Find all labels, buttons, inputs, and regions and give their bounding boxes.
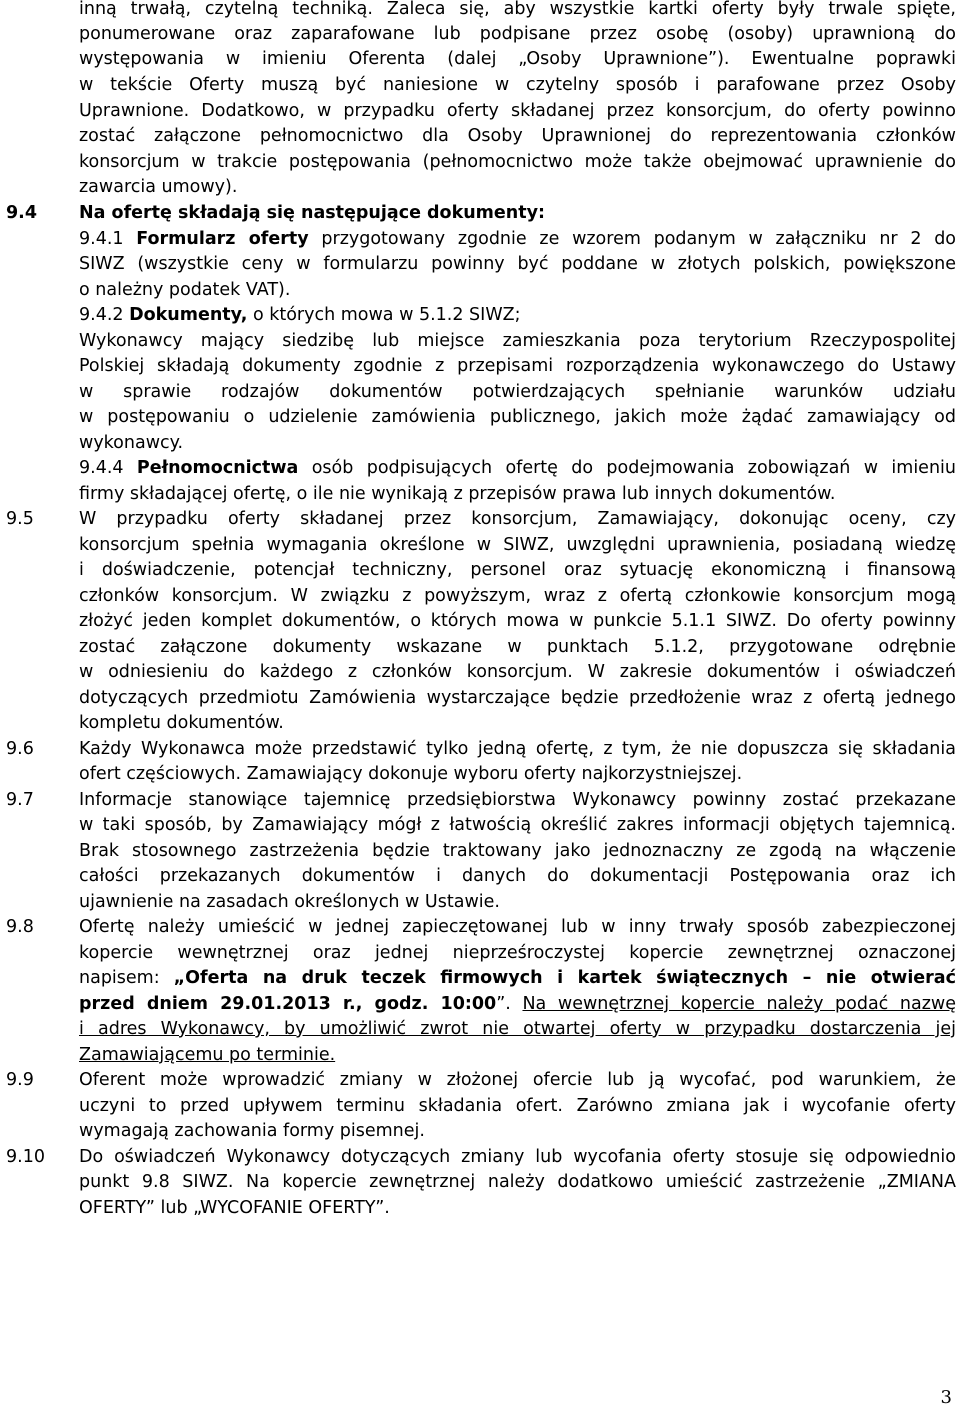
text-line: członków konsorcjum. W związku z powyższym, wraz z ofertą członkowie konsorcjum mogą <box>79 586 956 606</box>
text-line: o należny podatek VAT). <box>79 280 291 300</box>
text-line: punkt 9.8 SIWZ. Na kopercie zewnętrznej należy dodatkowo umieścić zastrzeżenie „ZMIANA <box>79 1172 956 1192</box>
text-line: występowania w imieniu Oferenta (dalej „Osoby Uprawnione”). Ewentualne poprawki <box>79 49 956 69</box>
text-line: ponumerowane oraz zaparafowane lub podpisane przez osobę (osoby) uprawnioną do <box>79 24 956 44</box>
text-line: Ofertę należy umieścić w jednej zapieczętowanej lub w inny trwały sposób zabezpieczonej <box>79 917 956 937</box>
text-line: w odniesieniu do każdego z członków konsorcjum. W zakresie dokumentów i oświadczeń <box>79 662 956 682</box>
text-line: ofert częściowych. Zamawiający dokonuje wyboru oferty najkorzystniejszej. <box>79 764 743 784</box>
text-line: całości przekazanych dokumentów i danych do dokumentacji Postępowania oraz ich <box>79 866 956 886</box>
section-number: 9.4 <box>6 203 38 223</box>
text-line: złożyć jeden komplet dokumentów, o których mowa w punkcie 5.1.1 SIWZ. Do oferty powinny <box>79 611 956 631</box>
text-line: OFERTY” lub „WYCOFANIE OFERTY”. <box>79 1198 390 1218</box>
text-line: przed dniem 29.01.2013 r., godz. 10:00”. Na wewnętrznej kopercie należy podać nazwę <box>79 994 956 1014</box>
text-line: wymagają zachowania formy pisemnej. <box>79 1121 425 1141</box>
text-line: Uprawnione. Dodatkowo, w przypadku oferty składanej przez konsorcjum, do oferty powinno <box>79 101 956 121</box>
text-line: Każdy Wykonawca może przedstawić tylko jedną ofertę, z tym, że nie dopuszcza się składania <box>79 739 956 759</box>
text-line: 9.4.4 Pełnomocnictwa osób podpisujących ofertę do podejmowania zobowiązań w imieniu <box>79 458 956 478</box>
text-line: w taki sposób, by Zamawiający mógł z łatwością określić zakres informacji objętych tajemnicą. <box>79 815 956 835</box>
text-line: napisem: „Oferta na druk teczek firmowych i kartek świątecznych – nie otwierać <box>79 968 956 988</box>
text-line: i adres Wykonawcy, by umożliwić zwrot nie otwartej oferty w przypadku dostarczenia jej <box>79 1019 956 1039</box>
text-line: 9.4.1 Formularz oferty przygotowany zgodnie ze wzorem podanym w załączniku nr 2 do <box>79 229 957 249</box>
text-line: Zamawiającemu po terminie. <box>79 1045 336 1065</box>
section-number: 9.10 <box>6 1147 45 1167</box>
text-line: Wykonawcy mający siedzibę lub miejsce zamieszkania poza terytorium Rzeczypospolitej <box>79 331 956 351</box>
text-line: uczyni to przed upływem terminu składania ofert. Zarówno zmiana jak i wycofanie oferty <box>79 1096 956 1116</box>
text-line: zostać załączone pełnomocnictwo dla Osoby Uprawnionej do reprezentowania członków <box>79 126 956 146</box>
section-number: 9.7 <box>6 790 34 810</box>
text-line: konsorcjum w trakcie postępowania (pełnomocnictwo może także obejmować uprawnienie do <box>79 152 956 172</box>
section-heading: Na ofertę składają się następujące dokumenty: <box>79 203 546 223</box>
text-line: w sprawie rodzajów dokumentów potwierdzających spełnianie warunków udziału <box>79 382 956 402</box>
text-line: SIWZ (wszystkie ceny w formularzu powinny być poddane w złotych polskich, powiększone <box>79 254 956 274</box>
section-number: 9.6 <box>6 739 34 759</box>
text-line: kopercie wewnętrznej oraz jednej nieprześroczystej kopercie zewnętrznej oznaczonej <box>79 943 956 963</box>
text-line: konsorcjum spełnia wymagania określone w SIWZ, uwzględni uprawnienia, posiadaną wiedzę <box>79 535 956 555</box>
text-line: Informacje stanowiące tajemnicę przedsiębiorstwa Wykonawcy powinny zostać przekazane <box>79 790 956 810</box>
text-line: zawarcia umowy). <box>79 177 238 197</box>
text-line: firmy składającej ofertę, o ile nie wynikają z przepisów prawa lub innych dokumentów. <box>79 484 836 504</box>
text-line: kompletu dokumentów. <box>79 713 284 733</box>
text-line: wykonawcy. <box>79 433 184 453</box>
text-line: dotyczących przedmiotu Zamówienia wystarczające będzie przedłożenie wraz z ofertą jednego <box>79 688 956 708</box>
text-line: 9.4.2 Dokumenty, o których mowa w 5.1.2 SIWZ; <box>79 305 521 325</box>
text-line: Brak stosownego zastrzeżenia będzie traktowany jako jednoznaczny ze zgodą na włączenie <box>79 841 956 861</box>
text-line: zostać załączone dokumenty wskazane w punktach 5.1.2, przygotowane odrębnie <box>79 637 956 657</box>
text-line: Do oświadczeń Wykonawcy dotyczących zmiany lub wycofania oferty stosuje się odpowiednio <box>79 1147 956 1167</box>
page-number: 3 <box>940 1387 952 1408</box>
text-line: Oferent może wprowadzić zmiany w złożonej ofercie lub ją wycofać, pod warunkiem, że <box>79 1070 956 1090</box>
section-number: 9.8 <box>6 917 34 937</box>
text-line: w tekście Oferty muszą być naniesione w czytelny sposób i parafowane przez Osoby <box>79 75 956 95</box>
section-number: 9.9 <box>6 1070 34 1090</box>
text-line: w postępowaniu o udzielenie zamówienia publicznego, jakich może żądać zamawiający od <box>79 407 956 427</box>
text-line: W przypadku oferty składanej przez konsorcjum, Zamawiający, dokonując oceny, czy <box>79 509 956 529</box>
section-number: 9.5 <box>6 509 34 529</box>
text-line: Polskiej składają dokumenty zgodnie z przepisami rozporządzenia wykonawczego do Ustawy <box>79 356 956 376</box>
text-line: inną trwałą, czytelną techniką. Zaleca się, aby wszystkie kartki oferty były trwale spięte, <box>79 0 956 19</box>
text-line: i doświadczenie, potencjał techniczny, personel oraz sytuację ekonomiczną i finansową <box>79 560 956 580</box>
text-line: ujawnienie na zasadach określonych w Ustawie. <box>79 892 500 912</box>
